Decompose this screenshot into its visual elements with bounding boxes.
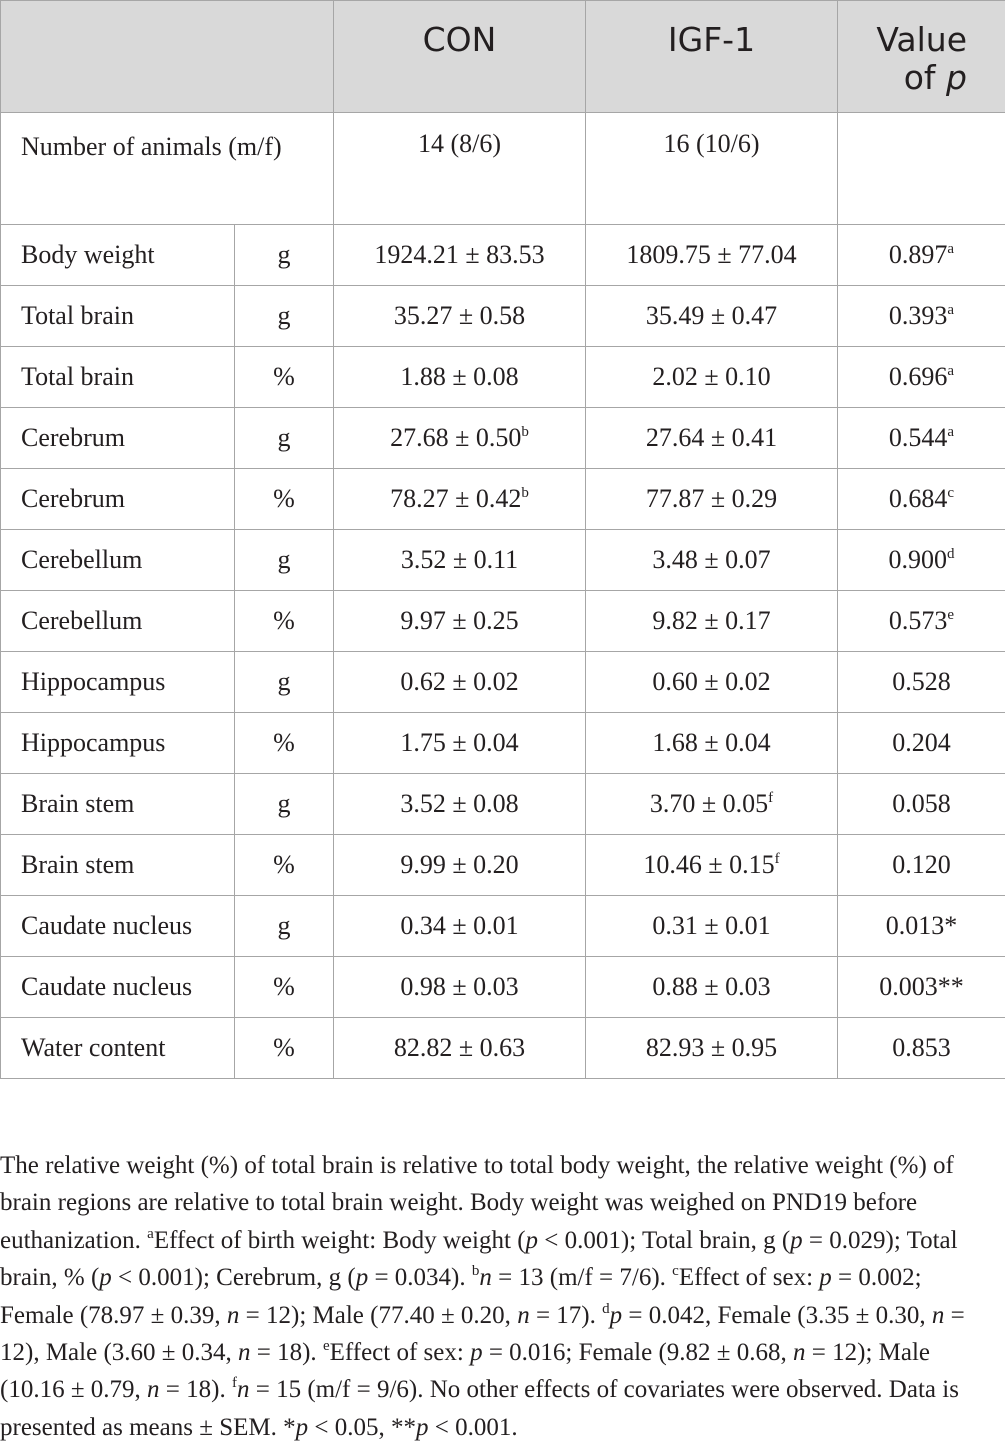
table-row	[1, 469, 1005, 530]
cell-unit	[235, 896, 334, 957]
cell-igf-text: 0.60 ± 0.02	[652, 667, 771, 696]
cell-igf-text: 2.02 ± 0.10	[652, 362, 771, 391]
cell-p	[838, 286, 1005, 347]
cell-unit	[235, 225, 334, 286]
row-label-text: Cerebellum	[21, 606, 143, 635]
row-label-text: Caudate nucleus	[21, 972, 193, 1001]
fn-text: = 12); Male (77.40 ± 0.20,	[239, 1301, 518, 1329]
cell-igf	[586, 896, 838, 957]
row-label	[1, 1018, 235, 1079]
cell-igf	[586, 957, 838, 1018]
fn-text: = 17).	[529, 1301, 603, 1329]
table-row	[1, 225, 1005, 286]
cell-unit-text: g	[277, 667, 291, 696]
row-label	[1, 774, 235, 835]
cell-p-superscript: a	[947, 363, 955, 379]
cell-con-text: 0.62 ± 0.02	[400, 667, 519, 696]
table-row	[1, 591, 1005, 652]
cell-unit	[235, 591, 334, 652]
cell-igf	[586, 286, 838, 347]
fn-italic: p	[525, 1226, 539, 1254]
cell-p	[838, 652, 1005, 713]
cell-con	[334, 896, 586, 957]
cell-con	[334, 713, 586, 774]
footnote-mark-c: c	[672, 1263, 679, 1280]
cell-unit-text: %	[273, 362, 295, 391]
row-label-text: Water content	[21, 1033, 166, 1062]
cell-igf	[586, 530, 838, 591]
footnote-sentence: The relative weight (%) of total brain is relative to total body weight, the relative weight (%) of brain regions are relative to total brain weight. Body weight was weighed on PND19 before euthanization.	[0, 1152, 954, 1254]
row-label: Number of animals (m/f)	[1, 113, 334, 225]
cell-igf	[586, 408, 838, 469]
cell-igf	[586, 225, 838, 286]
fn-text: = 12), Male (3.60 ± 0.34,	[0, 1301, 965, 1367]
cell-p-text: 0.900	[888, 545, 947, 574]
cell-igf	[586, 591, 838, 652]
footnote-mark-a: a	[147, 1225, 154, 1242]
row-label	[1, 713, 235, 774]
cell-igf	[586, 1018, 838, 1079]
cell-unit-text: g	[277, 240, 291, 269]
cell-con-text: 3.52 ± 0.08	[400, 789, 519, 818]
footnote-mark-b: b	[471, 1263, 480, 1280]
cell-igf	[586, 835, 838, 896]
cell-unit-text: %	[273, 972, 295, 1001]
row-label-text: Hippocampus	[21, 728, 166, 757]
cell-unit-text: g	[277, 911, 291, 940]
cell-con-text: 3.52 ± 0.11	[400, 545, 519, 574]
cell-unit-text: %	[273, 1033, 295, 1062]
fn-text: = 15 (m/f = 9/6). No other effects of covariates were observed. Data is presented as means ± SEM. *	[0, 1376, 959, 1441]
fn-italic: n	[793, 1339, 806, 1367]
cell-igf-text: 77.87 ± 0.29	[645, 484, 778, 513]
fn-italic: p	[819, 1264, 832, 1292]
table-row	[1, 774, 1005, 835]
cell-igf	[586, 713, 838, 774]
row-label	[1, 591, 235, 652]
cell-unit	[235, 408, 334, 469]
cell-p-text: 0.204	[892, 728, 951, 757]
cell-con	[334, 286, 586, 347]
cell-igf-text: 9.82 ± 0.17	[652, 606, 771, 635]
cell-p-text: 0.003**	[879, 972, 964, 1001]
table-row	[1, 957, 1005, 1018]
fn-text: Effect of birth weight: Body weight (	[153, 1226, 526, 1254]
cell-p-text: 0.120	[892, 850, 951, 879]
cell-igf-text: 0.31 ± 0.01	[652, 911, 771, 940]
table-row	[1, 652, 1005, 713]
fn-text: = 0.029); Total brain, % (	[0, 1226, 958, 1292]
fn-text: = 0.016; Female (9.82 ± 0.68,	[482, 1339, 794, 1367]
footnote-text	[0, 1147, 1000, 1446]
cell-p	[838, 835, 1005, 896]
fn-italic: n	[147, 1376, 160, 1404]
cell-igf	[586, 652, 838, 713]
table-row	[1, 835, 1005, 896]
cell-p	[838, 469, 1005, 530]
cell-con-superscript: b	[521, 424, 529, 440]
fn-text: = 0.034).	[368, 1264, 472, 1292]
fn-text: = 0.042, Female (3.35 ± 0.30,	[622, 1301, 932, 1329]
fn-text: < 0.001); Cerebrum, g (	[111, 1264, 356, 1292]
fn-italic: p	[609, 1301, 623, 1329]
footnote-mark-e: e	[322, 1338, 330, 1355]
row-label	[1, 225, 235, 286]
row-label	[1, 835, 235, 896]
header-p-line2-prefix: of	[903, 58, 947, 97]
table-row	[1, 530, 1005, 591]
fn-italic: n	[236, 1376, 250, 1404]
cell-con-text: 9.97 ± 0.25	[400, 606, 519, 635]
cell-igf-superscript: f	[768, 790, 774, 806]
fn-italic: p	[355, 1264, 369, 1292]
row-label-text: Total brain	[21, 362, 134, 391]
cell-unit-text: %	[273, 850, 295, 879]
cell-p	[838, 225, 1005, 286]
row-label	[1, 652, 235, 713]
cell-igf-text: 27.64 ± 0.41	[645, 423, 778, 452]
cell-igf: 16 (10/6)	[586, 113, 838, 225]
cell-p-text: 0.573	[888, 606, 948, 635]
fn-italic: p	[470, 1339, 483, 1367]
row-label	[1, 408, 235, 469]
fn-italic: n	[479, 1264, 492, 1292]
fn-text: = 12); Male (10.16 ± 0.79,	[0, 1339, 931, 1404]
cell-p	[838, 113, 1005, 225]
cell-unit-text: %	[273, 606, 295, 635]
cell-p-text: 0.544	[888, 423, 948, 452]
cell-con	[334, 408, 586, 469]
cell-p	[838, 347, 1005, 408]
cell-p-text: 0.853	[892, 1033, 951, 1062]
cell-p-text: 0.696	[888, 362, 948, 391]
fn-text: < 0.001.	[428, 1413, 518, 1441]
table-row	[1, 713, 1005, 774]
cell-con	[334, 530, 586, 591]
row-label-text: Cerebrum	[21, 484, 125, 513]
cell-unit	[235, 286, 334, 347]
cell-igf-text: 0.88 ± 0.03	[652, 972, 771, 1001]
fn-text: = 18).	[159, 1376, 232, 1404]
cell-unit	[235, 652, 334, 713]
cell-p-superscript: a	[947, 241, 955, 257]
fn-text: = 18).	[250, 1339, 323, 1367]
cell-con	[334, 835, 586, 896]
cell-unit-text: g	[277, 545, 291, 574]
cell-con	[334, 652, 586, 713]
table-row	[1, 1018, 1005, 1079]
cell-igf	[586, 469, 838, 530]
cell-con	[334, 591, 586, 652]
cell-con	[334, 774, 586, 835]
cell-p-superscript: d	[947, 546, 955, 562]
cell-unit-text: %	[273, 728, 295, 757]
table-row	[1, 286, 1005, 347]
fn-text: Effect of sex:	[678, 1264, 820, 1292]
fn-text: Effect of sex:	[329, 1339, 471, 1367]
cell-con	[334, 469, 586, 530]
row-label-text: Brain stem	[21, 850, 135, 879]
row-label	[1, 469, 235, 530]
cell-p	[838, 896, 1005, 957]
header-blank	[1, 1, 334, 113]
header-igf: IGF-1	[586, 1, 838, 113]
fn-italic: n	[931, 1301, 945, 1329]
fn-italic: n	[238, 1339, 251, 1367]
table-row	[1, 896, 1005, 957]
fn-italic: p	[99, 1264, 112, 1292]
cell-igf-text: 82.93 ± 0.95	[645, 1033, 778, 1062]
row-label-text: Total brain	[21, 301, 134, 330]
cell-con-text: 82.82 ± 0.63	[393, 1033, 526, 1062]
row-label	[1, 347, 235, 408]
row-label	[1, 286, 235, 347]
row-label-text: Hippocampus	[21, 667, 166, 696]
row-label	[1, 530, 235, 591]
row-label-text: Cerebellum	[21, 545, 143, 574]
row-label-text: Cerebrum	[21, 423, 125, 452]
cell-p-text: 0.684	[888, 484, 948, 513]
cell-igf-text: 3.48 ± 0.07	[652, 545, 771, 574]
cell-p-text: 0.058	[892, 789, 951, 818]
fn-italic: p	[415, 1413, 429, 1441]
cell-con: 14 (8/6)	[334, 113, 586, 225]
cell-unit	[235, 713, 334, 774]
cell-unit-text: g	[277, 789, 291, 818]
cell-p	[838, 530, 1005, 591]
cell-con	[334, 957, 586, 1018]
cell-p	[838, 957, 1005, 1018]
cell-con-text: 0.98 ± 0.03	[400, 972, 519, 1001]
header-p-value	[838, 1, 1005, 113]
fn-text: = 13 (m/f = 7/6).	[491, 1264, 673, 1292]
cell-unit	[235, 957, 334, 1018]
cell-con-superscript: b	[521, 485, 529, 501]
cell-p-text: 0.013*	[885, 911, 958, 940]
header-p-line1: Value	[876, 20, 967, 59]
fn-italic: p	[295, 1413, 309, 1441]
cell-unit-text: %	[273, 484, 295, 513]
row-label-text: Caudate nucleus	[21, 911, 193, 940]
cell-con	[334, 347, 586, 408]
cell-p-superscript: c	[947, 485, 955, 501]
fn-text: < 0.001); Total brain, g (	[538, 1226, 791, 1254]
cell-igf-text: 10.46 ± 0.15	[643, 850, 775, 879]
cell-con-text: 35.27 ± 0.58	[393, 301, 526, 330]
fn-italic: n	[517, 1301, 530, 1329]
cell-con-text: 9.99 ± 0.20	[400, 850, 519, 879]
row-label	[1, 896, 235, 957]
cell-con-text: 1.88 ± 0.08	[400, 362, 519, 391]
cell-p-text: 0.528	[892, 667, 951, 696]
fn-text: = 0.002; Female (78.97 ± 0.39,	[0, 1264, 922, 1329]
footnote-mark-d: d	[602, 1300, 610, 1317]
cell-unit	[235, 1018, 334, 1079]
header-con: CON	[334, 1, 586, 113]
cell-igf-text: 3.70 ± 0.05	[649, 789, 769, 818]
cell-p-text: 0.393	[888, 301, 948, 330]
row-label	[1, 957, 235, 1018]
cell-con-text: 0.34 ± 0.01	[400, 911, 519, 940]
cell-unit	[235, 835, 334, 896]
cell-con	[334, 225, 586, 286]
cell-unit-text: g	[277, 301, 291, 330]
cell-unit	[235, 469, 334, 530]
cell-unit	[235, 774, 334, 835]
table-row-animals	[1, 113, 1005, 225]
cell-p	[838, 713, 1005, 774]
cell-p	[838, 408, 1005, 469]
cell-igf-text: 35.49 ± 0.47	[645, 301, 778, 330]
header-row	[1, 1, 1005, 113]
cell-con-text: 1924.21 ± 83.53	[374, 240, 545, 269]
cell-igf	[586, 347, 838, 408]
table-row	[1, 347, 1005, 408]
cell-con-text: 78.27 ± 0.42	[390, 484, 522, 513]
cell-unit	[235, 530, 334, 591]
fn-text: < 0.05, **	[308, 1413, 416, 1441]
cell-unit-text: g	[277, 423, 291, 452]
cell-p-text: 0.897	[888, 240, 948, 269]
cell-con	[334, 1018, 586, 1079]
fn-italic: n	[226, 1301, 240, 1329]
cell-p	[838, 774, 1005, 835]
cell-p	[838, 591, 1005, 652]
cell-igf-superscript: f	[774, 851, 780, 867]
row-label-text: Body weight	[21, 240, 155, 269]
cell-p-superscript: a	[947, 302, 955, 318]
cell-p-superscript: e	[947, 607, 955, 623]
cell-con-text: 27.68 ± 0.50	[390, 423, 522, 452]
cell-unit	[235, 347, 334, 408]
fn-italic: p	[790, 1226, 803, 1254]
cell-con-text: 1.75 ± 0.04	[400, 728, 519, 757]
cell-p	[838, 1018, 1005, 1079]
cell-igf-text: 1.68 ± 0.04	[652, 728, 771, 757]
cell-igf	[586, 774, 838, 835]
row-label-text: Brain stem	[21, 789, 135, 818]
table-footnote	[0, 1147, 1000, 1446]
footnote-mark-f: f	[231, 1375, 237, 1392]
header-p-italic: p	[946, 58, 967, 97]
cell-igf-text: 1809.75 ± 77.04	[626, 240, 797, 269]
cell-p-superscript: a	[947, 424, 955, 440]
table-row	[1, 408, 1005, 469]
